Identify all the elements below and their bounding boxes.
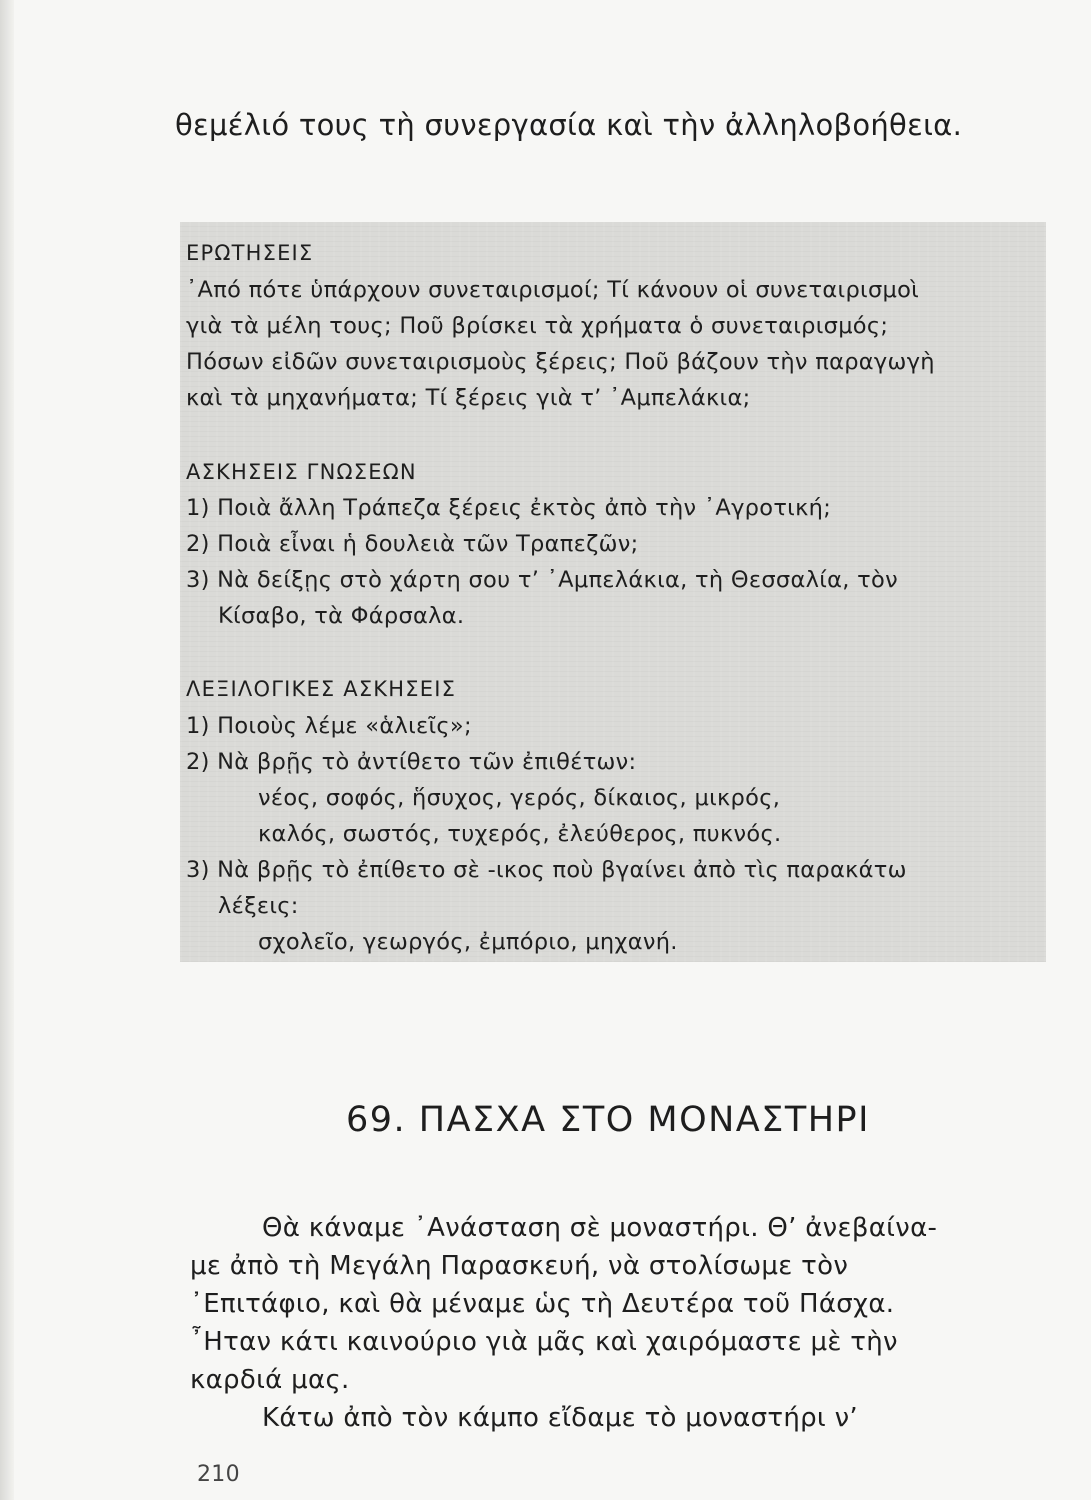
questions-line: Πόσων εἰδῶν συνεταιρισμοὺς ξέρεις; Ποῦ βάζουν τὴν παραγωγὴ <box>186 349 935 375</box>
questions-line: ᾿Από πότε ὑπάρχουν συνεταιρισμοί; Τί κάνουν οἱ συνεταιρισμοὶ <box>186 277 920 303</box>
story-line: Κάτω ἀπὸ τὸν κάμπο εἴδαμε τὸ μοναστήρι ν’ <box>262 1403 858 1433</box>
vocabulary-item: 3) Νὰ βρῇς τὸ ἐπίθετο σὲ -ικος ποὺ βγαίνει ἀπὸ τὶς παρακάτω <box>186 857 907 883</box>
vocabulary-word-list: καλός, σωστός, τυχερός, ἐλεύθερος, πυκνός. <box>258 821 782 847</box>
vocabulary-item: 2) Νὰ βρῇς τὸ ἀντίθετο τῶν ἐπιθέτων: <box>186 749 637 775</box>
intro-text-line: θεμέλιό τους τὴ συνεργασία καὶ τὴν ἀλληλοβοήθεια. <box>175 108 963 142</box>
knowledge-heading: ΑΣΚΗΣΕΙΣ ΓΝΩΣΕΩΝ <box>186 460 417 484</box>
questions-heading: ΕΡΩΤΗΣΕΙΣ <box>186 241 314 265</box>
knowledge-item: 2) Ποιὰ εἶναι ἡ δουλειὰ τῶν Τραπεζῶν; <box>186 531 639 557</box>
page-binding-edge <box>0 0 14 1500</box>
vocabulary-word-list: σχολεῖο, γεωργός, ἐμπόριο, μηχανή. <box>258 929 678 955</box>
knowledge-item-continuation: Κίσαβο, τὰ Φάρσαλα. <box>218 603 465 629</box>
story-line: ῏Ηταν κάτι καινούριο γιὰ μᾶς καὶ χαιρόμαστε μὲ τὴν <box>190 1327 898 1357</box>
knowledge-item: 1) Ποιὰ ἄλλη Τράπεζα ξέρεις ἐκτὸς ἀπὸ τὴν ᾿Αγροτική; <box>186 495 832 521</box>
story-line: με ἀπὸ τὴ Μεγάλη Παρασκευή, νὰ στολίσωμε τὸν <box>190 1251 849 1281</box>
questions-line: γιὰ τὰ μέλη τους; Ποῦ βρίσκει τὰ χρήματα ὁ συνεταιρισμός; <box>186 313 889 339</box>
vocabulary-item-continuation: λέξεις: <box>218 893 299 919</box>
vocabulary-word-list: νέος, σοφός, ἥσυχος, γερός, δίκαιος, μικρός, <box>258 785 781 811</box>
story-line: καρδιά μας. <box>190 1365 350 1395</box>
story-line: ᾿Επιτάφιο, καὶ θὰ μέναμε ὡς τὴ Δευτέρα τοῦ Πάσχα. <box>190 1289 895 1319</box>
story-line: Θὰ κάναμε ᾿Ανάσταση σὲ μοναστήρι. Θ’ ἀνεβαίνα- <box>262 1213 938 1243</box>
page-number: 210 <box>197 1462 240 1487</box>
vocabulary-heading: ΛΕΞΙΛΟΓΙΚΕΣ ΑΣΚΗΣΕΙΣ <box>186 677 457 701</box>
knowledge-item: 3) Νὰ δείξῃς στὸ χάρτη σου τ’ ᾿Αμπελάκια, τὴ Θεσσαλία, τὸν <box>186 567 898 593</box>
vocabulary-item: 1) Ποιοὺς λέμε «ἁλιεῖς»; <box>186 713 472 739</box>
questions-line: καὶ τὰ μηχανήματα; Τί ξέρεις γιὰ τ’ ᾿Αμπελάκια; <box>186 385 751 411</box>
chapter-title: 69. ΠΑΣΧΑ ΣΤΟ ΜΟΝΑΣΤΗΡΙ <box>346 1100 870 1140</box>
